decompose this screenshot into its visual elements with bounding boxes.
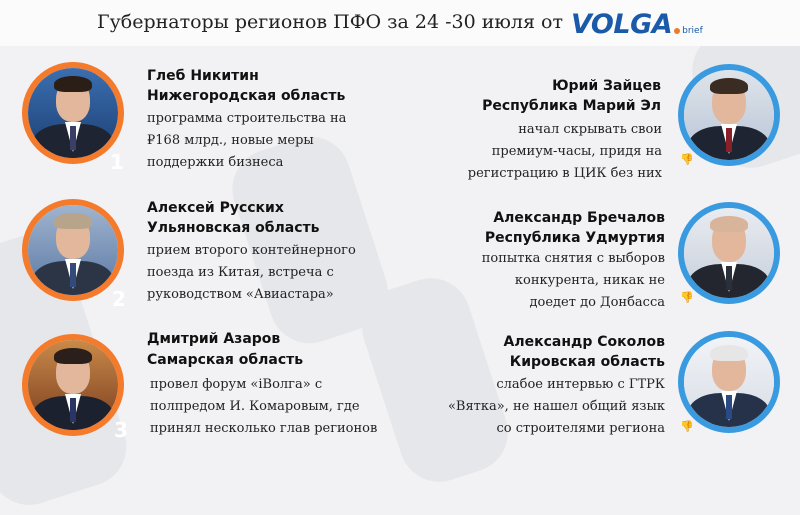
rank-badge: 3	[114, 418, 128, 442]
header-bar	[0, 0, 800, 46]
governor-note	[468, 119, 662, 185]
logo-dot	[674, 28, 680, 34]
thumbs-down-icon: 👎	[680, 153, 694, 166]
note-line: руководством «Авиастара»	[147, 287, 334, 302]
governor-region: Республика Марий Эл	[482, 98, 661, 114]
governor-name: Александр Соколов	[503, 334, 665, 350]
thumbs-down-icon: 👎	[680, 420, 694, 433]
note-line: со строителями региона	[496, 421, 665, 436]
governor-region: Самарская область	[147, 352, 304, 368]
governor-name: Дмитрий Азаров	[147, 331, 281, 347]
governor-region: Ульяновская область	[147, 220, 320, 236]
governor-photo-brechalov	[678, 202, 780, 304]
governor-region: Нижегородская область	[147, 88, 346, 104]
thumbs-down-icon: 👎	[680, 291, 694, 304]
governor-name: Юрий Зайцев	[552, 78, 661, 94]
governor-photo-sokolov	[678, 331, 780, 433]
page-title: Губернаторы регионов ПФО за 24 -30 июля от	[97, 11, 563, 33]
volga-brief-logo	[571, 4, 703, 40]
note-line: полпредом И. Комаровым, где	[150, 399, 360, 414]
governor-photo-russkikh	[22, 199, 124, 301]
note-line: слабое интервью с ГТРК	[496, 377, 665, 392]
governor-note	[147, 240, 356, 306]
note-line: премиум-часы, придя на	[491, 144, 662, 159]
governor-note	[482, 248, 665, 314]
governor-region: Кировская область	[509, 354, 665, 370]
logo-sub: brief	[682, 26, 703, 36]
note-line: регистрацию в ЦИК без них	[467, 166, 662, 181]
note-line: принял несколько глав регионов	[150, 421, 378, 436]
governor-note	[448, 374, 665, 440]
rank-badge: 1	[110, 150, 124, 174]
note-line: прием второго контейнерного	[147, 243, 356, 258]
governor-region: Республика Удмуртия	[484, 230, 665, 246]
note-line: начал скрывать свои	[518, 122, 662, 137]
note-line: ₽168 млрд., новые меры	[147, 133, 314, 148]
governor-note	[150, 374, 377, 440]
note-line: конкурента, никак не	[514, 273, 665, 288]
governor-name: Алексей Русских	[147, 200, 284, 216]
note-line: доедет до Донбасса	[529, 295, 665, 310]
governor-photo-azarov	[22, 334, 124, 436]
governor-note	[147, 108, 346, 174]
note-line: попытка снятия с выборов	[481, 251, 665, 266]
rank-badge: 2	[112, 287, 126, 311]
note-line: программа строительства на	[147, 111, 347, 126]
note-line: провел форум «iВолга» с	[150, 377, 323, 392]
governor-name: Глеб Никитин	[147, 68, 259, 84]
note-line: поддержки бизнеса	[147, 155, 284, 170]
note-line: «Вятка», не нашел общий язык	[447, 399, 665, 414]
governor-name: Александр Бречалов	[493, 210, 665, 226]
governor-photo-zaitsev	[678, 64, 780, 166]
note-line: поезда из Китая, встреча с	[147, 265, 334, 280]
logo-word: VOLGA	[571, 9, 673, 40]
governor-photo-nikitin	[22, 62, 124, 164]
